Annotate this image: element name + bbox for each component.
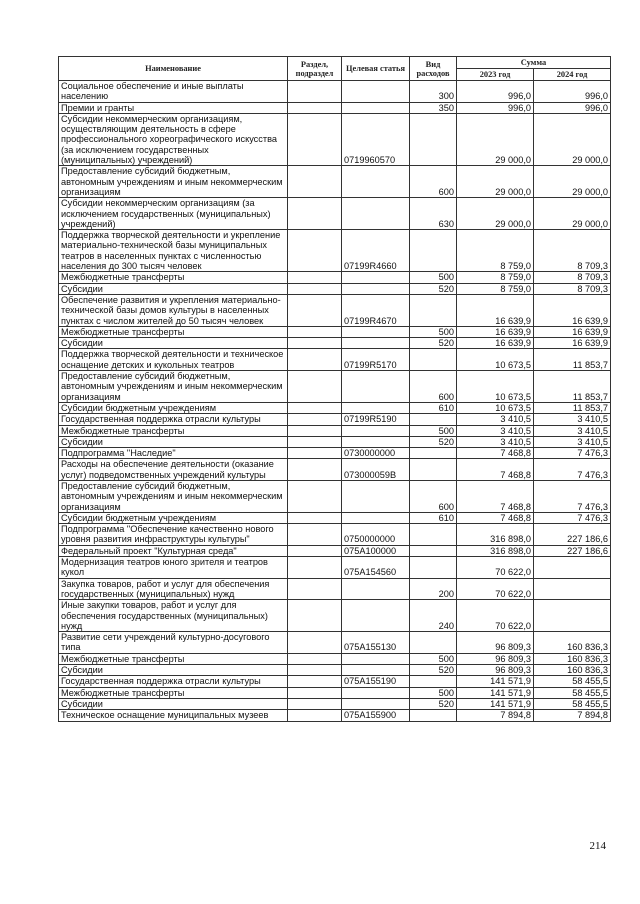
row-sum-2023: 316 898,0	[457, 524, 534, 546]
row-name: Поддержка творческой деятельности и укрепление материально-технической базы муниципальных театров в населенных пунктах с численностью населения до 300 тысяч человек	[59, 230, 288, 272]
row-target-article: 07199R5190	[342, 414, 410, 425]
row-target-article	[342, 371, 410, 403]
row-expense-kind	[410, 113, 457, 165]
table-row	[59, 698, 611, 709]
header-name: Наименование	[59, 57, 288, 81]
row-sum-2023: 7 468,8	[457, 480, 534, 512]
row-section	[288, 557, 342, 579]
table-row	[59, 414, 611, 425]
row-target-article	[342, 283, 410, 294]
row-name: Субсидии некоммерческим организациям (за исключением государственных (муниципальных) учреждений)	[59, 198, 288, 230]
row-sum-2024: 7 894,8	[534, 710, 611, 721]
row-name: Премии и гранты	[59, 102, 288, 113]
row-sum-2023: 7 894,8	[457, 710, 534, 721]
row-section	[288, 283, 342, 294]
row-sum-2024: 8 709,3	[534, 230, 611, 272]
row-section	[288, 600, 342, 632]
row-sum-2024	[534, 578, 611, 600]
row-section	[288, 676, 342, 687]
row-target-article	[342, 436, 410, 447]
row-sum-2023: 996,0	[457, 81, 534, 103]
table-row	[59, 459, 611, 481]
row-sum-2024: 160 836,3	[534, 665, 611, 676]
table-row	[59, 113, 611, 165]
table-header	[59, 57, 611, 81]
row-section	[288, 653, 342, 664]
row-expense-kind: 600	[410, 166, 457, 198]
row-section	[288, 230, 342, 272]
row-section	[288, 371, 342, 403]
table-row	[59, 102, 611, 113]
row-sum-2024	[534, 600, 611, 632]
row-expense-kind: 520	[410, 436, 457, 447]
row-target-article	[342, 198, 410, 230]
row-expense-kind: 520	[410, 698, 457, 709]
table-row	[59, 524, 611, 546]
row-sum-2023: 3 410,5	[457, 414, 534, 425]
row-name: Расходы на обеспечение деятельности (оказание услуг) подведомственных учреждений культуры	[59, 459, 288, 481]
row-sum-2024: 227 186,6	[534, 524, 611, 546]
row-name: Субсидии некоммерческим организациям, осуществляющим деятельность в сфере профессионального хореографического искусства (за исключением государственных (муниципальных) учреждений)	[59, 113, 288, 165]
row-target-article	[342, 600, 410, 632]
row-section	[288, 512, 342, 523]
row-section	[288, 326, 342, 337]
table-row	[59, 402, 611, 413]
row-expense-kind	[410, 414, 457, 425]
row-sum-2024: 996,0	[534, 81, 611, 103]
row-expense-kind: 600	[410, 480, 457, 512]
row-target-article	[342, 402, 410, 413]
row-target-article	[342, 687, 410, 698]
row-target-article	[342, 102, 410, 113]
row-target-article	[342, 578, 410, 600]
row-sum-2023: 10 673,5	[457, 349, 534, 371]
table-row	[59, 448, 611, 459]
row-sum-2023: 8 759,0	[457, 272, 534, 283]
row-expense-kind	[410, 294, 457, 326]
row-sum-2023: 70 622,0	[457, 578, 534, 600]
row-sum-2023: 96 809,3	[457, 653, 534, 664]
row-section	[288, 81, 342, 103]
row-expense-kind	[410, 710, 457, 721]
row-sum-2023: 7 468,8	[457, 448, 534, 459]
row-expense-kind: 500	[410, 326, 457, 337]
row-sum-2023: 16 639,9	[457, 294, 534, 326]
row-name: Развитие сети учреждений культурно-досугового типа	[59, 632, 288, 654]
row-sum-2023: 16 639,9	[457, 326, 534, 337]
row-section	[288, 402, 342, 413]
row-name: Поддержка творческой деятельности и техническое оснащение детских и кукольных театров	[59, 349, 288, 371]
row-target-article	[342, 665, 410, 676]
row-sum-2023: 10 673,5	[457, 402, 534, 413]
row-name: Межбюджетные трансферты	[59, 687, 288, 698]
row-section	[288, 710, 342, 721]
row-name: Подпрограмма "Наследие"	[59, 448, 288, 459]
row-name: Государственная поддержка отрасли культуры	[59, 414, 288, 425]
row-sum-2024: 8 709,3	[534, 272, 611, 283]
row-target-article: 07199R5170	[342, 349, 410, 371]
row-expense-kind: 520	[410, 665, 457, 676]
row-name: Социальное обеспечение и иные выплаты населению	[59, 81, 288, 103]
row-name: Субсидии бюджетным учреждениям	[59, 512, 288, 523]
row-sum-2024: 7 476,3	[534, 459, 611, 481]
header-kind: Вид расходов	[410, 57, 457, 81]
row-expense-kind: 200	[410, 578, 457, 600]
row-sum-2023: 8 759,0	[457, 283, 534, 294]
row-section	[288, 414, 342, 425]
row-sum-2023: 316 898,0	[457, 545, 534, 556]
row-sum-2023: 16 639,9	[457, 338, 534, 349]
row-sum-2024: 16 639,9	[534, 326, 611, 337]
row-target-article: 07199R4660	[342, 230, 410, 272]
page-number: 214	[589, 840, 606, 852]
row-sum-2024: 996,0	[534, 102, 611, 113]
row-expense-kind	[410, 557, 457, 579]
row-expense-kind	[410, 524, 457, 546]
row-expense-kind: 500	[410, 653, 457, 664]
row-sum-2023: 70 622,0	[457, 557, 534, 579]
row-expense-kind: 610	[410, 402, 457, 413]
row-sum-2023: 10 673,5	[457, 371, 534, 403]
row-sum-2023: 3 410,5	[457, 436, 534, 447]
table-row	[59, 371, 611, 403]
row-name: Предоставление субсидий бюджетным, автономным учреждениям и иным некоммерческим организациям	[59, 371, 288, 403]
row-name: Иные закупки товаров, работ и услуг для обеспечения государственных (муниципальных) нужд	[59, 600, 288, 632]
table-row	[59, 480, 611, 512]
row-name: Субсидии	[59, 283, 288, 294]
table-row	[59, 512, 611, 523]
row-section	[288, 524, 342, 546]
row-target-article	[342, 480, 410, 512]
row-name: Техническое оснащение муниципальных музеев	[59, 710, 288, 721]
row-sum-2024: 3 410,5	[534, 414, 611, 425]
row-name: Субсидии	[59, 436, 288, 447]
row-section	[288, 166, 342, 198]
row-name: Межбюджетные трансферты	[59, 326, 288, 337]
row-name: Подпрограмма "Обеспечение качественно нового уровня развития инфраструктуры культуры"	[59, 524, 288, 546]
row-expense-kind	[410, 349, 457, 371]
row-name: Предоставление субсидий бюджетным, автономным учреждениям и иным некоммерческим организациям	[59, 166, 288, 198]
table-row	[59, 81, 611, 103]
row-target-article: 075А100000	[342, 545, 410, 556]
row-sum-2024: 8 709,3	[534, 283, 611, 294]
row-sum-2024: 29 000,0	[534, 113, 611, 165]
row-section	[288, 578, 342, 600]
row-sum-2024: 7 476,3	[534, 480, 611, 512]
row-target-article	[342, 653, 410, 664]
row-sum-2024: 227 186,6	[534, 545, 611, 556]
row-target-article	[342, 338, 410, 349]
row-sum-2023: 141 571,9	[457, 687, 534, 698]
row-sum-2024: 16 639,9	[534, 338, 611, 349]
row-section	[288, 687, 342, 698]
row-target-article: 0730000000	[342, 448, 410, 459]
row-expense-kind: 500	[410, 425, 457, 436]
table-row	[59, 326, 611, 337]
header-target: Целевая статья	[342, 57, 410, 81]
table-row	[59, 557, 611, 579]
row-section	[288, 294, 342, 326]
row-sum-2024: 3 410,5	[534, 425, 611, 436]
row-name: Федеральный проект "Культурная среда"	[59, 545, 288, 556]
table-row	[59, 710, 611, 721]
table-row	[59, 425, 611, 436]
row-target-article	[342, 326, 410, 337]
row-expense-kind: 630	[410, 198, 457, 230]
table-row	[59, 198, 611, 230]
row-name: Межбюджетные трансферты	[59, 425, 288, 436]
table-row	[59, 545, 611, 556]
row-target-article: 07199R4670	[342, 294, 410, 326]
row-expense-kind: 600	[410, 371, 457, 403]
row-expense-kind	[410, 230, 457, 272]
row-sum-2023: 141 571,9	[457, 698, 534, 709]
row-expense-kind: 520	[410, 283, 457, 294]
table-body	[59, 81, 611, 722]
table-row	[59, 272, 611, 283]
row-sum-2023: 996,0	[457, 102, 534, 113]
header-sum: Сумма	[457, 57, 611, 69]
row-sum-2024: 11 853,7	[534, 349, 611, 371]
row-expense-kind	[410, 676, 457, 687]
table-row	[59, 665, 611, 676]
row-expense-kind: 240	[410, 600, 457, 632]
row-section	[288, 459, 342, 481]
row-section	[288, 102, 342, 113]
table-row	[59, 578, 611, 600]
row-section	[288, 480, 342, 512]
row-sum-2023: 96 809,3	[457, 632, 534, 654]
row-sum-2023: 8 759,0	[457, 230, 534, 272]
row-sum-2024: 58 455,5	[534, 698, 611, 709]
row-sum-2023: 29 000,0	[457, 198, 534, 230]
table-row	[59, 600, 611, 632]
row-section	[288, 545, 342, 556]
row-name: Межбюджетные трансферты	[59, 272, 288, 283]
row-target-article: 0719960570	[342, 113, 410, 165]
row-target-article: 075А155130	[342, 632, 410, 654]
row-expense-kind	[410, 632, 457, 654]
row-sum-2024: 58 455,5	[534, 676, 611, 687]
row-name: Межбюджетные трансферты	[59, 653, 288, 664]
table-row	[59, 338, 611, 349]
header-year-2023: 2023 год	[457, 69, 534, 81]
row-sum-2023: 3 410,5	[457, 425, 534, 436]
row-section	[288, 338, 342, 349]
row-sum-2024: 160 836,3	[534, 653, 611, 664]
row-target-article: 075А155900	[342, 710, 410, 721]
header-section: Раздел, подраздел	[288, 57, 342, 81]
row-sum-2023: 7 468,8	[457, 512, 534, 523]
row-section	[288, 436, 342, 447]
row-section	[288, 272, 342, 283]
row-sum-2023: 141 571,9	[457, 676, 534, 687]
row-expense-kind	[410, 545, 457, 556]
row-sum-2024	[534, 557, 611, 579]
row-name: Субсидии	[59, 665, 288, 676]
row-section	[288, 198, 342, 230]
row-sum-2023: 96 809,3	[457, 665, 534, 676]
row-name: Обеспечение развития и укрепления материально-технической базы домов культуры в населенных пунктах с числом жителей до 50 тысяч человек	[59, 294, 288, 326]
row-target-article: 0750000000	[342, 524, 410, 546]
row-sum-2024: 11 853,7	[534, 402, 611, 413]
row-sum-2024: 7 476,3	[534, 512, 611, 523]
row-target-article	[342, 698, 410, 709]
row-name: Государственная поддержка отрасли культуры	[59, 676, 288, 687]
row-expense-kind: 610	[410, 512, 457, 523]
table-row	[59, 436, 611, 447]
row-expense-kind: 520	[410, 338, 457, 349]
row-sum-2024: 3 410,5	[534, 436, 611, 447]
row-expense-kind	[410, 448, 457, 459]
row-sum-2024: 58 455,5	[534, 687, 611, 698]
row-target-article: 073000059В	[342, 459, 410, 481]
row-sum-2023: 29 000,0	[457, 166, 534, 198]
header-year-2024: 2024 год	[534, 69, 611, 81]
row-expense-kind: 500	[410, 272, 457, 283]
row-section	[288, 632, 342, 654]
row-sum-2023: 29 000,0	[457, 113, 534, 165]
row-name: Субсидии	[59, 338, 288, 349]
budget-table	[58, 56, 611, 722]
row-section	[288, 349, 342, 371]
row-section	[288, 665, 342, 676]
table-row	[59, 632, 611, 654]
table-row	[59, 687, 611, 698]
row-name: Субсидии	[59, 698, 288, 709]
row-section	[288, 698, 342, 709]
row-name: Субсидии бюджетным учреждениям	[59, 402, 288, 413]
table-row	[59, 166, 611, 198]
row-target-article: 075А155190	[342, 676, 410, 687]
row-expense-kind: 300	[410, 81, 457, 103]
row-name: Закупка товаров, работ и услуг для обеспечения государственных (муниципальных) нужд	[59, 578, 288, 600]
table-row	[59, 294, 611, 326]
row-target-article	[342, 272, 410, 283]
row-expense-kind: 350	[410, 102, 457, 113]
row-target-article	[342, 166, 410, 198]
row-target-article	[342, 425, 410, 436]
row-sum-2024: 7 476,3	[534, 448, 611, 459]
row-name: Модернизация театров юного зрителя и театров кукол	[59, 557, 288, 579]
row-expense-kind: 500	[410, 687, 457, 698]
row-section	[288, 113, 342, 165]
row-sum-2024: 160 836,3	[534, 632, 611, 654]
row-sum-2024: 29 000,0	[534, 166, 611, 198]
row-section	[288, 425, 342, 436]
table-row	[59, 349, 611, 371]
row-sum-2024: 29 000,0	[534, 198, 611, 230]
row-expense-kind	[410, 459, 457, 481]
row-sum-2024: 16 639,9	[534, 294, 611, 326]
row-target-article	[342, 512, 410, 523]
row-section	[288, 448, 342, 459]
row-name: Предоставление субсидий бюджетным, автономным учреждениям и иным некоммерческим организациям	[59, 480, 288, 512]
row-sum-2024: 11 853,7	[534, 371, 611, 403]
table-row	[59, 676, 611, 687]
table-row	[59, 230, 611, 272]
row-target-article	[342, 81, 410, 103]
table-row	[59, 653, 611, 664]
row-target-article: 075А154560	[342, 557, 410, 579]
row-sum-2023: 7 468,8	[457, 459, 534, 481]
table-row	[59, 283, 611, 294]
row-sum-2023: 70 622,0	[457, 600, 534, 632]
